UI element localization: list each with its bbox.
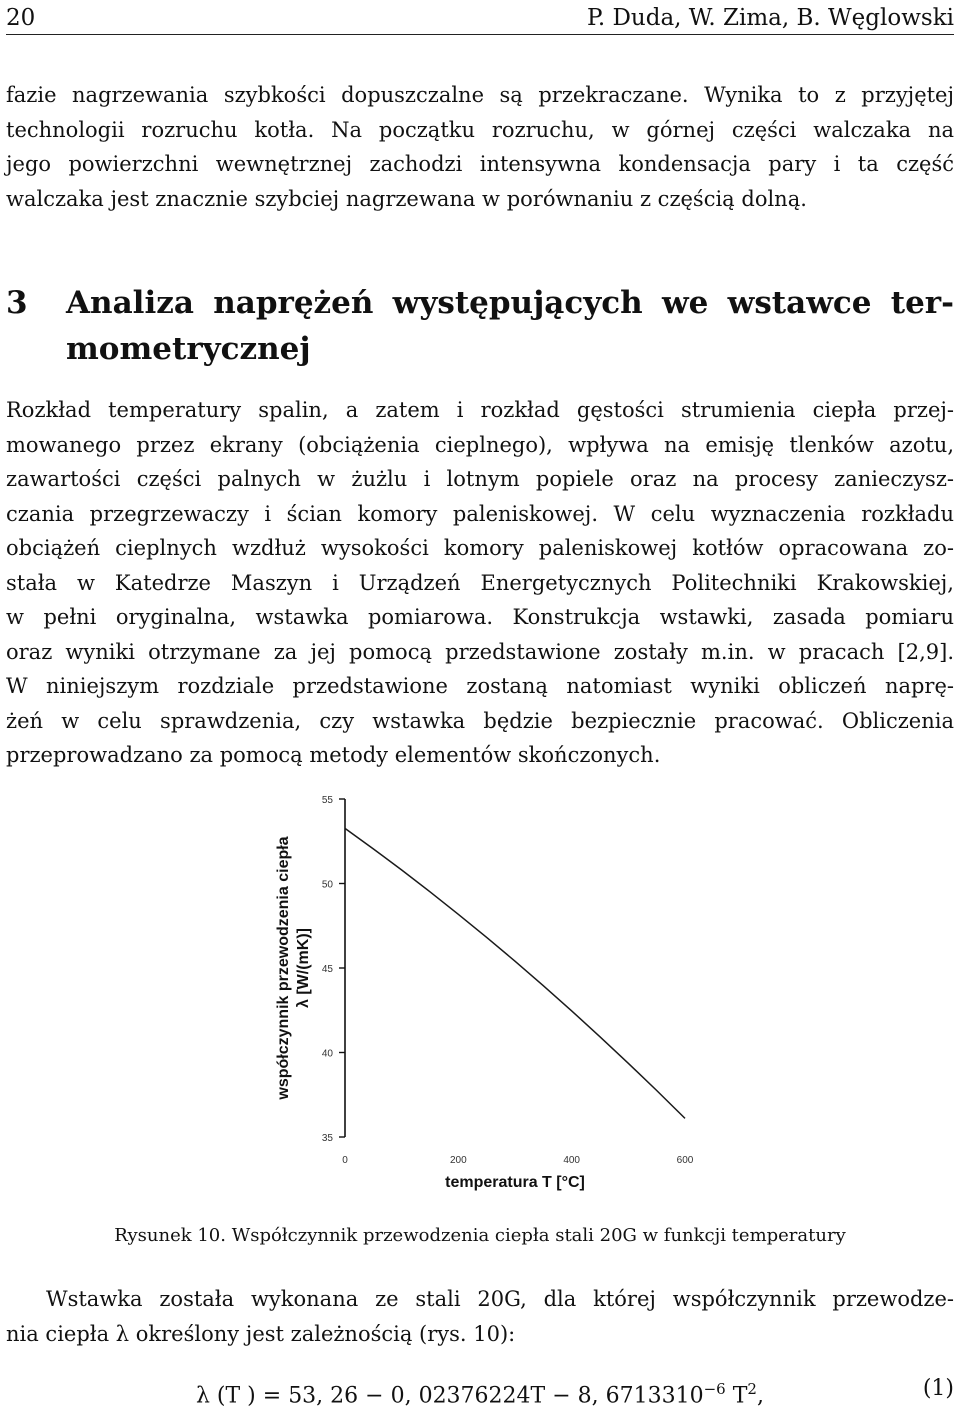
y-axis-label-group (275, 836, 312, 1100)
body-paragraph (6, 393, 954, 773)
plot-layer (322, 795, 694, 1166)
text-line: jego powierzchni wewnętrznej zachodzi intensywna kondensacja pary i ta część (6, 152, 954, 176)
section-number: 3 (6, 285, 28, 321)
text-line: Wstawka została wykonana ze stali 20G, dla której współczynnik przewodze- (46, 1287, 954, 1311)
x-tick-label: 600 (676, 1155, 694, 1166)
text-line: przeprowadzano za pomocą metody elementów skończonych. (6, 743, 661, 767)
y-axis-label-line1: współczynnik przewodzenia ciepła (275, 836, 292, 1100)
text-line: technologii rozruchu kotła. Na początku rozruchu, w górnej części walczaka na (6, 117, 954, 142)
equation-1 (6, 1372, 954, 1412)
running-head-authors: P. Duda, W. Zima, B. Węglowski (587, 5, 954, 31)
equation-exponent: −6 (703, 1380, 726, 1398)
text-line: obciążeń cieplnych wzdłuż wysokości komory paleniskowej kotłów opracowana zo- (6, 536, 954, 560)
text-line: stała w Katedrze Maszyn i Urządzeń Energetycznych Politechniki Krakowskiej, (6, 570, 954, 595)
y-tick-label: 50 (321, 879, 333, 891)
y-tick-label: 45 (321, 964, 333, 975)
text-line: fazie nagrzewania szybkości dopuszczalne są przekraczane. Wynika to z przyjętej (6, 83, 954, 107)
text-line: żeń w celu sprawdzenia, czy wstawka będzie bezpiecznie pracować. Obliczenia (6, 708, 954, 733)
text-line: w pełni oryginalna, wstawka pomiarowa. Konstrukcja wstawki, zasada pomiaru (6, 605, 954, 629)
figure (250, 785, 710, 1205)
y-tick-label: 35 (321, 1133, 333, 1144)
text-line: W niniejszym rozdziale przedstawione zostaną natomiast wyniki obliczeń naprę- (6, 674, 954, 698)
x-tick-label: 0 (342, 1155, 348, 1166)
text-line: oraz wyniki otrzymane za jej pomocą przedstawione zostały m.in. w pracach [2,9]. (6, 639, 954, 664)
text-line: zawartości części palnych w żużlu i lotnym popiele oraz na procesy zanieczysz- (6, 467, 954, 491)
equation-variable-exponent: 2 (747, 1380, 757, 1398)
y-tick-label: 40 (321, 1048, 333, 1060)
x-tick-label: 200 (449, 1155, 467, 1166)
text-line: mowanego przez ekrany (obciążenia cieplnego), wpływa na emisję tlenków azotu, (6, 432, 954, 457)
x-tick-label: 400 (563, 1155, 581, 1166)
equation-body (196, 1372, 764, 1413)
section-title-part2: mometrycznej (66, 331, 311, 367)
x-axis-label: temperatura T [°C] (445, 1174, 585, 1191)
y-tick-label: 55 (321, 795, 333, 806)
page-number: 20 (6, 5, 36, 31)
text-line: walczaka jest znacznie szybciej nagrzewana w porównaniu z częścią dolną. (6, 186, 807, 211)
text-line: czania przegrzewaczy i ścian komory paleniskowej. W celu wyznaczenia rozkładu (6, 501, 954, 526)
figure-caption: Rysunek 10. Współczynnik przewodzenia ciepła stali 20G w funkcji temperatury (114, 1225, 846, 1246)
page-header (6, 0, 954, 35)
y-axis-label-line2: λ [W/(mK)] (295, 928, 312, 1008)
intro-paragraph (6, 78, 954, 216)
conductivity-chart (250, 785, 710, 1205)
text-line: nia ciepła λ określony jest zależnością (rys. 10): (6, 1321, 516, 1346)
closing-paragraph (6, 1282, 954, 1351)
section-heading (6, 280, 954, 372)
series-line (345, 828, 685, 1118)
section-title-part1: Analiza naprężeń występujących we wstawce ter- (66, 285, 954, 321)
text-line: Rozkład temperatury spalin, a zatem i rozkład gęstości strumienia ciepła przej- (6, 398, 954, 422)
equation-lhs: λ (T ) = 53, 26 − 0, 02376224T − 8, 6713310 (196, 1383, 704, 1409)
equation-end: , (756, 1383, 764, 1409)
section-heading-line (6, 280, 954, 326)
equation-variable: T (732, 1383, 748, 1409)
equation-number: (1) (922, 1376, 954, 1401)
